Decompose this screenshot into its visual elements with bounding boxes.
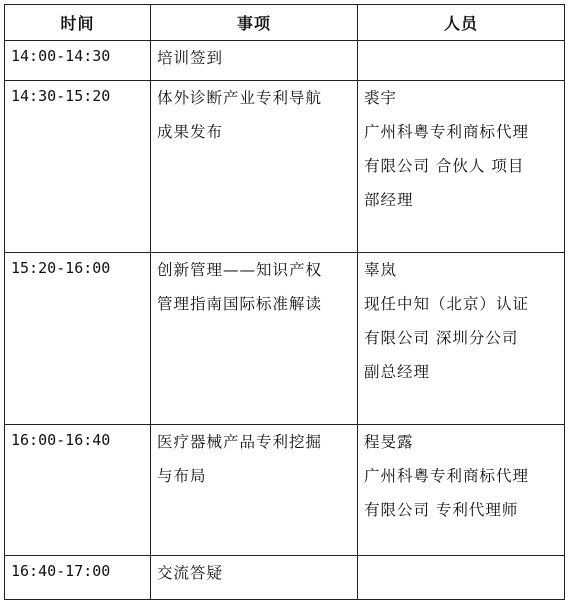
table-row: [5, 81, 565, 253]
people-cell: [358, 253, 565, 425]
time-cell: 14:00-14:30: [5, 41, 151, 81]
table-row: [5, 556, 565, 600]
table-row: [5, 41, 565, 81]
item-cell: [151, 81, 358, 253]
people-line: 广州科粤专利商标代理: [364, 123, 530, 141]
item-line: 交流答疑: [157, 564, 224, 582]
item-line: 医疗器械产品专利挖掘: [157, 433, 323, 451]
people-line: 有限公司 专利代理师: [364, 501, 519, 519]
item-cell: [151, 41, 358, 81]
time-cell: 15:20-16:00: [5, 253, 151, 425]
item-cell: [151, 556, 358, 600]
people-name: 裘宇: [364, 89, 398, 107]
item-cell: [151, 253, 358, 425]
item-line: 创新管理——知识产权: [157, 261, 323, 279]
time-cell: 14:30-15:20: [5, 81, 151, 253]
people-cell: [358, 556, 565, 600]
schedule-table: [4, 4, 565, 600]
item-line: 管理指南国际标准解读: [157, 295, 323, 313]
people-name: 辜岚: [364, 261, 398, 279]
people-name: 程旻露: [364, 433, 414, 451]
header-people: 人员: [358, 5, 565, 41]
people-line: 有限公司 深圳分公司: [364, 329, 519, 347]
table-row: [5, 253, 565, 425]
header-row: [5, 5, 565, 41]
people-line: 部经理: [364, 191, 414, 209]
people-cell: [358, 425, 565, 556]
people-line: 现任中知（北京）认证: [364, 295, 530, 313]
people-cell: [358, 41, 565, 81]
item-line: 培训签到: [157, 49, 224, 67]
header-item: 事项: [151, 5, 358, 41]
people-cell: [358, 81, 565, 253]
table-row: [5, 425, 565, 556]
people-line: 副总经理: [364, 363, 431, 381]
item-line: 成果发布: [157, 123, 224, 141]
time-cell: 16:40-17:00: [5, 556, 151, 600]
item-line: 体外诊断产业专利导航: [157, 89, 323, 107]
time-cell: 16:00-16:40: [5, 425, 151, 556]
item-line: 与布局: [157, 467, 207, 485]
item-cell: [151, 425, 358, 556]
people-line: 有限公司 合伙人 项目: [364, 157, 525, 175]
header-time: 时间: [5, 5, 151, 41]
people-line: 广州科粤专利商标代理: [364, 467, 530, 485]
